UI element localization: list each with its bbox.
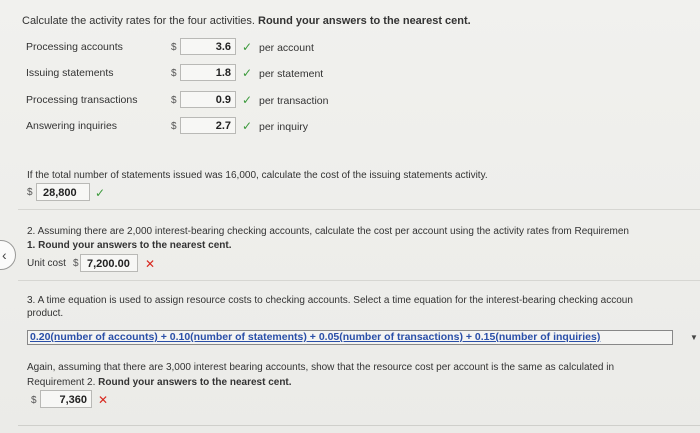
q2-text-line2: 1. Round your answers to the nearest cent. xyxy=(27,240,232,251)
statements-question: If the total number of statements issued was 16,000, calculate the cost of the issuing statements activity. xyxy=(27,170,488,181)
correct-check-icon: ✓ xyxy=(242,93,253,107)
rate-label-processing-transactions: Processing transactions xyxy=(26,94,138,106)
currency-sign: $ xyxy=(171,95,177,106)
currency-sign: $ xyxy=(171,68,177,79)
instructions-bold: Round your answers to the nearest cent. xyxy=(258,15,471,27)
rate-input-issuing-statements[interactable]: 1.8 xyxy=(180,64,236,81)
unit-cost-label: Unit cost xyxy=(27,258,66,269)
rate-input-processing-accounts[interactable]: 3.6 xyxy=(180,38,236,55)
time-equation-select[interactable]: 0.20(number of accounts) + 0.10(number of statements) + 0.05(number of transactions) + 0.15(number of inquiries) xyxy=(27,330,673,345)
divider xyxy=(18,425,700,426)
q3-again-plain: Requirement 2. xyxy=(27,377,96,388)
correct-check-icon: ✓ xyxy=(242,119,253,133)
q3-text-line2: product. xyxy=(27,308,64,319)
divider xyxy=(18,280,700,281)
q3-again-line2 xyxy=(27,377,292,388)
rate-input-processing-transactions[interactable]: 0.9 xyxy=(180,91,236,108)
currency-sign: $ xyxy=(31,395,37,406)
q3-text-line1: 3. A time equation is used to assign resource costs to checking accounts. Select a time equation for the interest-bearing checking accoun xyxy=(27,295,633,306)
correct-check-icon: ✓ xyxy=(242,66,253,80)
divider xyxy=(18,209,700,210)
incorrect-x-icon: ✕ xyxy=(145,257,156,271)
chevron-down-icon[interactable]: ▼ xyxy=(690,333,698,342)
correct-check-icon: ✓ xyxy=(95,186,106,200)
rate-unit-inquiry: per inquiry xyxy=(259,121,309,133)
incorrect-x-icon: ✕ xyxy=(98,393,109,407)
statements-cost-input[interactable]: 28,800 xyxy=(36,183,90,201)
rate-unit-statement: per statement xyxy=(259,68,324,80)
rate-label-answering-inquiries: Answering inquiries xyxy=(26,120,118,132)
currency-sign: $ xyxy=(73,258,79,269)
instructions xyxy=(22,15,471,27)
rate-unit-transaction: per transaction xyxy=(259,95,329,107)
q3-again-bold: Round your answers to the nearest cent. xyxy=(98,377,292,388)
rate-label-processing-accounts: Processing accounts xyxy=(26,41,123,53)
previous-button[interactable] xyxy=(0,240,16,270)
correct-check-icon: ✓ xyxy=(242,40,253,54)
currency-sign: $ xyxy=(171,42,177,53)
q3-again-line1: Again, assuming that there are 3,000 interest bearing accounts, show that the resource cost per account is the same as calculated in xyxy=(27,362,615,373)
chevron-left-icon: ‹ xyxy=(2,247,7,263)
rate-unit-account: per account xyxy=(259,42,314,54)
resource-cost-input[interactable]: 7,360 xyxy=(40,390,92,408)
q2-text-line1: 2. Assuming there are 2,000 interest-bearing checking accounts, calculate the cost per account using the activity rates from Requiremen xyxy=(27,226,629,237)
currency-sign: $ xyxy=(27,187,33,198)
instructions-text: Calculate the activity rates for the four activities. xyxy=(22,15,255,27)
unit-cost-input[interactable]: 7,200.00 xyxy=(80,254,138,272)
currency-sign: $ xyxy=(171,121,177,132)
rate-input-answering-inquiries[interactable]: 2.7 xyxy=(180,117,236,134)
rate-label-issuing-statements: Issuing statements xyxy=(26,67,114,79)
